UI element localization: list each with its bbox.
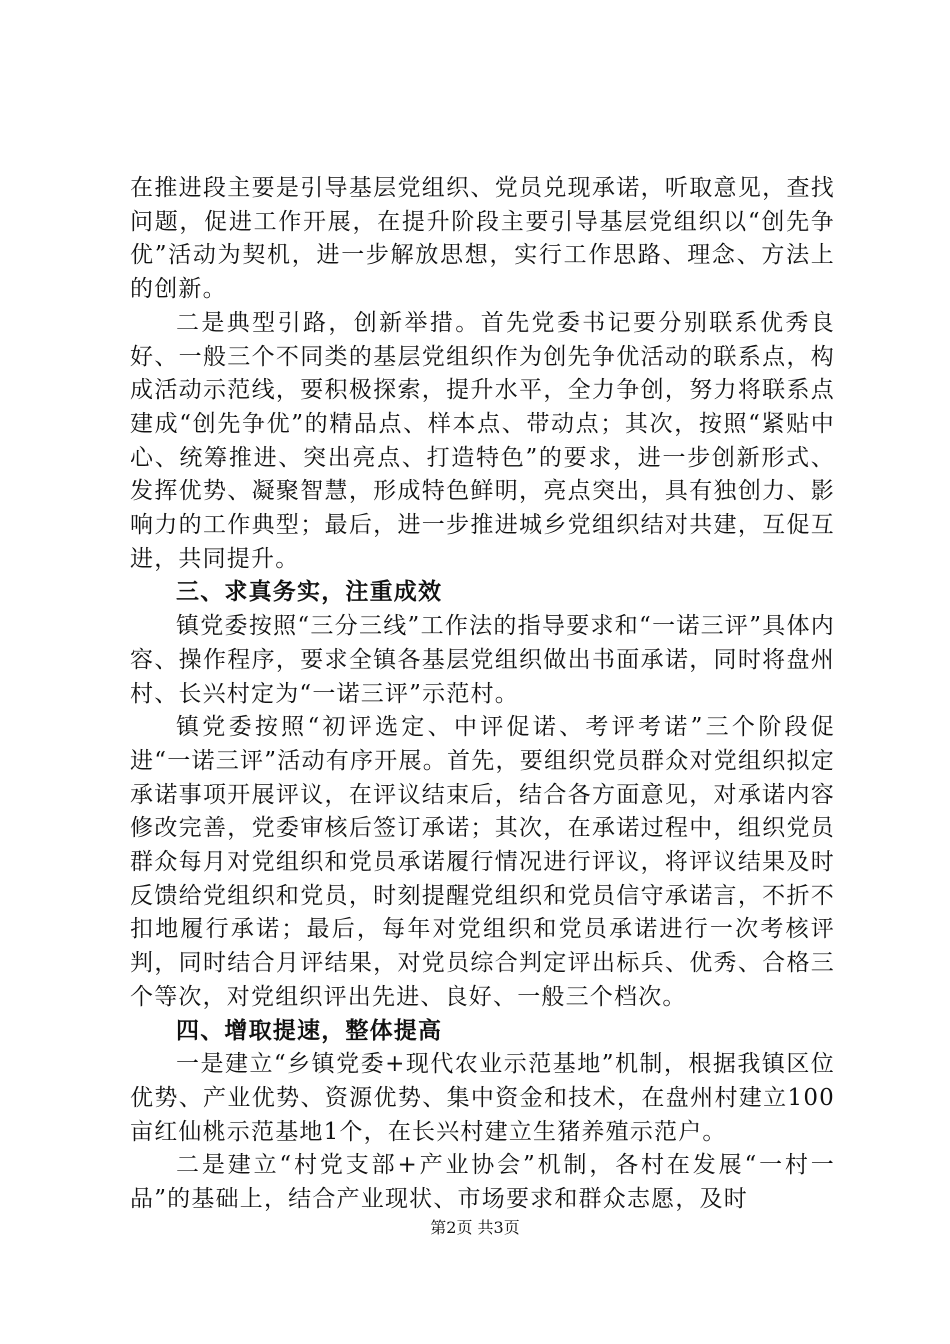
document-body	[130, 172, 835, 1217]
paragraph: 镇党委按照“初评选定、中评促诺、考评考诺”三个阶段促进“一诺三评”活动有序开展。首先，要组织党员群众对党组织拟定承诺事项开展评议，在评议结束后，结合各方面意见，对承诺内容修改完善，党委审核后签订承诺；其次，在承诺过程中，组织党员群众每月对党组织和党员承诺履行情况进行评议，将评议结果及时反馈给党组织和党员，时刻提醒党组织和党员信守承诺言，不折不扣地履行承诺；最后，每年对党组织和党员承诺进行一次考核评判，同时结合月评结果，对党员综合判定评出标兵、优秀、合格三个等次，对党组织评出先进、良好、一般三个档次。	[130, 714, 835, 1010]
paragraph: 镇党委按照“三分三线”工作法的指导要求和“一诺三评”具体内容、操作程序，要求全镇各基层党组织做出书面承诺，同时将盘州村、长兴村定为“一诺三评”示范村。	[130, 613, 835, 707]
page-footer	[0, 1215, 950, 1238]
paragraph: 在推进段主要是引导基层党组织、党员兑现承诺，听取意见，查找问题，促进工作开展，在提升阶段主要引导基层党组织以“创先争优”活动为契机，进一步解放思想，实行工作思路、理念、方法上的创新。	[130, 175, 835, 303]
paragraph: 二是典型引路，创新举措。首先党委书记要分别联系优秀良好、一般三个不同类的基层党组织作为创先争优活动的联系点，构成活动示范线，要积极探索，提升水平，全力争创，努力将联系点建成“创先争优”的精品点、样本点、带动点；其次，按照“紧贴中心、统筹推进、突出亮点、打造特色”的要求，进一步创新形式、发挥优势、凝聚智慧，形成特色鲜明，亮点突出，具有独创力、影响力的工作典型；最后，进一步推进城乡党组织结对共建，互促互进，共同提升。	[130, 309, 835, 572]
section-heading: 三、求真务实，注重成效	[176, 579, 443, 606]
section-heading: 四、增取提速，整体提高	[176, 1017, 443, 1044]
paragraph: 二是建立“村党支部+产业协会”机制，各村在发展“一村一品”的基础上，结合产业现状、市场要求和群众志愿，及时	[130, 1152, 835, 1213]
page-number-label: 第2页 共3页	[430, 1218, 520, 1237]
paragraph: 一是建立“乡镇党委+现代农业示范基地”机制，根据我镇区位优势、产业优势、资源优势、集中资金和技术，在盘州村建立100亩红仙桃示范基地1个，在长兴村建立生猪养殖示范户。	[130, 1051, 835, 1145]
